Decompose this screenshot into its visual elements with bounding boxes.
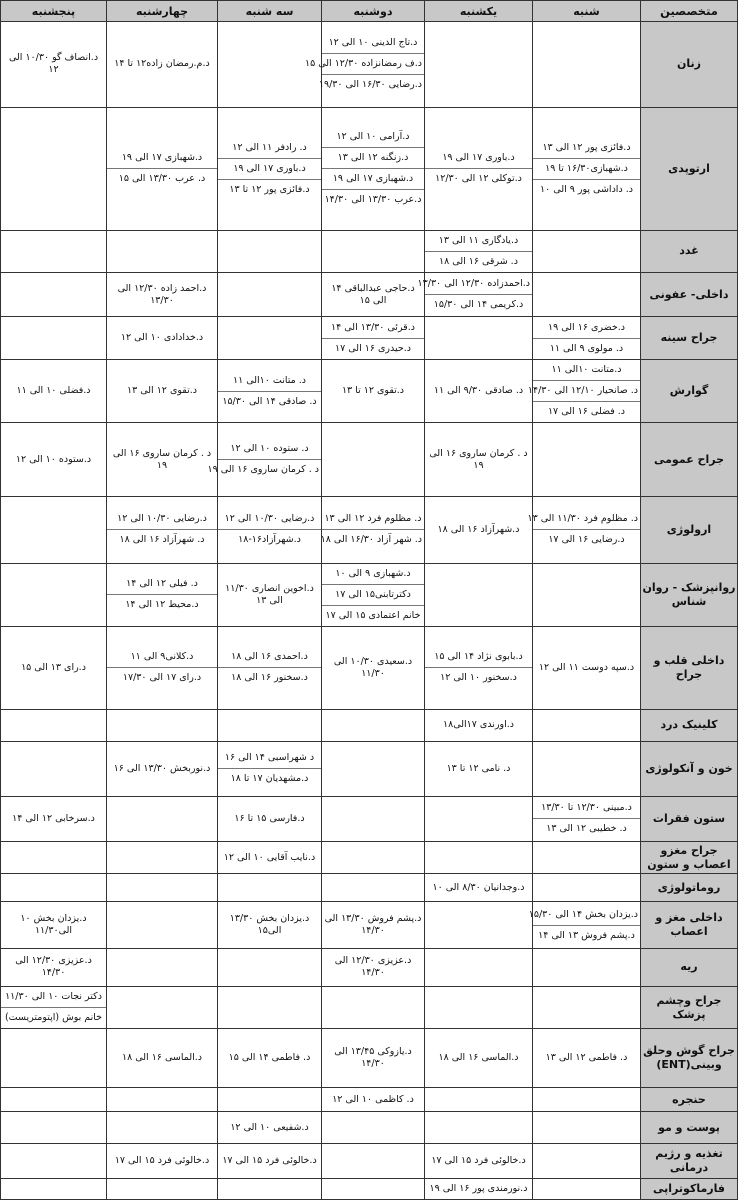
appointment-entry: د. عرب ۱۳/۳۰ الی ۱۵ — [107, 168, 217, 189]
cell-tuesday — [218, 1029, 322, 1087]
schedule-row — [1, 796, 738, 841]
cell-saturday — [533, 423, 641, 497]
appointment-entry: د.یازوکی ۱۳/۴۵ الی ۱۴/۳۰ — [334, 1046, 412, 1070]
specialty-label: زنان — [641, 22, 738, 108]
appointment-entry: د.خالوئی فرد ۱۵ الی ۱۷ — [431, 1155, 526, 1167]
cell-tuesday — [218, 1178, 322, 1199]
appointment-entry: د. مظلوم فرد ۱۱/۳۰ الی ۱۳ — [527, 513, 638, 525]
appointment-entry: د.رضایی ۱۶/۳۰ الی ۱۹/۳۰ — [322, 74, 424, 95]
header-specialists: متخصصین — [641, 1, 738, 22]
appointment-entry: د. مظلوم فرد ۱۲ الی ۱۳ — [324, 513, 422, 525]
appointment-entry: د.قرئی ۱۳/۳۰ الی ۱۴ — [331, 321, 415, 333]
header-wednesday: چهارشنبه — [107, 1, 218, 22]
appointment-entry: د. کاظمی ۱۰ الی ۱۲ — [332, 1093, 414, 1105]
specialty-label: جراح عمومی — [641, 423, 738, 497]
appointment-entry: د. مولوی ۹ الی ۱۱ — [533, 338, 640, 359]
cell-saturday — [533, 563, 641, 627]
cell-thursday — [1, 874, 107, 902]
appointment-entry: د.مشهدیان ۱۷ تا ۱۸ — [218, 768, 321, 789]
cell-wednesday — [107, 230, 218, 272]
appointment-entry: د.محیط ۱۲ الی ۱۴ — [107, 594, 217, 615]
specialty-label: داخلی- عفونی — [641, 273, 738, 317]
appointment-entry: د.حیدری ۱۶ الی ۱۷ — [322, 338, 424, 359]
appointment-entry: د.خالوئی فرد ۱۵ الی ۱۷ — [114, 1155, 210, 1167]
cell-sunday — [425, 22, 533, 108]
schedule-row — [1, 902, 738, 948]
appointment-entry: د.احمدزاده ۱۲/۳۰ الی ۱۳/۳۰ — [417, 278, 530, 290]
schedule-row — [1, 1087, 738, 1111]
cell-sunday — [425, 1178, 533, 1199]
cell-saturday — [533, 742, 641, 796]
appointment-entry: د.کلانی۹ الی ۱۱ — [130, 651, 194, 663]
appointment-entry: د. صادقی ۹/۳۰ الی ۱۱ — [433, 385, 524, 397]
appointment-entry: د.شفیعی ۱۰ الی ۱۲ — [230, 1121, 309, 1133]
appointment-entry: د.اخوین انصاری ۱۱/۳۰ الی ۱۳ — [225, 582, 314, 606]
cell-wednesday — [107, 874, 218, 902]
appointment-entry: د.متانت ۱۰الی ۱۱ — [551, 364, 622, 376]
schedule-row — [1, 359, 738, 423]
cell-wednesday — [107, 742, 218, 796]
appointment-entry: د.آرامی ۱۰ الی ۱۲ — [336, 131, 410, 143]
cell-tuesday — [218, 273, 322, 317]
schedule-row — [1, 1112, 738, 1144]
appointment-entry: د. متانت ۱۰الی ۱۱ — [232, 374, 307, 386]
appointment-entry: د.یزدان بخش ۱۴ الی ۱۵/۳۰ — [528, 908, 638, 920]
cell-wednesday — [107, 273, 218, 317]
appointment-entry: د.پشم فروش ۱۳/۳۰ الی ۱۴/۳۰ — [324, 913, 422, 937]
cell-sunday — [425, 902, 533, 948]
specialty-label: تغذیه و رژیم درمانی — [641, 1144, 738, 1178]
specialty-label: ارولوژی — [641, 497, 738, 564]
appointment-entry: د.نایب آقایی ۱۰ الی ۱۲ — [223, 851, 316, 863]
appointment-entry: د.سخنور ۱۶ الی ۱۸ — [218, 667, 321, 688]
cell-tuesday — [207, 423, 322, 497]
cell-thursday — [1, 563, 107, 627]
cell-saturday — [533, 317, 641, 359]
cell-saturday — [533, 273, 641, 317]
cell-monday — [322, 742, 425, 796]
cell-thursday — [1, 1087, 107, 1111]
cell-tuesday — [218, 627, 322, 710]
cell-monday — [322, 874, 425, 902]
cell-sunday — [425, 709, 533, 741]
cell-monday — [322, 987, 425, 1029]
cell-sunday — [425, 948, 533, 986]
appointment-entry: د. شهرآزاد ۱۶ الی ۱۸ — [107, 529, 217, 550]
appointment-entry: د.اورندی ۱۷الی۱۸ — [442, 719, 515, 731]
cell-monday — [322, 1144, 425, 1178]
cell-saturday — [533, 987, 641, 1029]
header-saturday: شنبه — [533, 1, 641, 22]
appointment-entry: د.الماسی ۱۶ الی ۱۸ — [121, 1052, 202, 1064]
cell-saturday — [533, 1178, 641, 1199]
schedule-row — [1, 841, 738, 873]
cell-monday — [322, 841, 425, 873]
cell-wednesday — [107, 563, 218, 627]
header-monday: دوشنبه — [322, 1, 425, 22]
appointment-entry: د. شهر آزاد ۱۶/۳۰ الی ۱۸ — [322, 529, 424, 550]
cell-thursday — [1, 796, 107, 841]
cell-monday — [322, 796, 425, 841]
cell-sunday — [425, 1029, 533, 1087]
appointment-entry: د.ف رمضانزاده ۱۲/۳۰ الی ۱۵ — [322, 53, 424, 74]
cell-tuesday — [218, 874, 322, 902]
cell-sunday — [425, 1112, 533, 1144]
cell-wednesday — [107, 1029, 218, 1087]
cell-saturday — [533, 627, 641, 710]
schedule-row — [1, 874, 738, 902]
cell-wednesday — [107, 627, 218, 710]
schedule-row — [1, 1178, 738, 1199]
schedule-row — [1, 317, 738, 359]
cell-tuesday — [218, 987, 322, 1029]
cell-tuesday — [218, 230, 322, 272]
specialty-label: کلینیک درد — [641, 709, 738, 741]
schedule-body — [1, 22, 738, 1200]
cell-saturday — [533, 1029, 641, 1087]
cell-monday — [304, 22, 425, 108]
cell-tuesday — [218, 1087, 322, 1111]
appointment-entry: د. ستوده ۱۰ الی ۱۲ — [230, 443, 309, 455]
appointment-entry: د.شهرآزاد ۱۶ الی ۱۸ — [437, 523, 520, 535]
cell-saturday — [533, 841, 641, 873]
appointment-entry: د.تقوی ۱۲ تا ۱۳ — [341, 385, 405, 397]
specialty-label: ستون فقرات — [641, 796, 738, 841]
appointment-entry: د.عزیزی ۱۲/۳۰ الی ۱۴/۳۰ — [334, 955, 412, 979]
cell-wednesday — [107, 359, 218, 423]
schedule-row — [1, 627, 738, 710]
cell-thursday — [1, 497, 107, 564]
cell-wednesday — [107, 1144, 218, 1178]
specialty-label: روماتولوژی — [641, 874, 738, 902]
cell-tuesday — [218, 1112, 322, 1144]
cell-saturday — [533, 22, 641, 108]
schedule-row — [1, 22, 738, 108]
cell-tuesday — [218, 902, 322, 948]
cell-thursday — [1, 317, 107, 359]
appointment-entry: د.مبینی ۱۲/۳۰ تا ۱۳/۳۰ — [541, 802, 632, 814]
appointment-entry: د. صادقی ۱۴ الی ۱۵/۳۰ — [218, 391, 321, 412]
specialty-label: ریه — [641, 948, 738, 986]
cell-monday — [322, 627, 425, 710]
cell-tuesday — [218, 841, 322, 873]
appointment-entry: د.شهرآزاد۱۶-۱۸ — [218, 529, 321, 550]
schedule-row — [1, 987, 738, 1029]
cell-wednesday — [107, 1112, 218, 1144]
cell-monday — [322, 230, 425, 272]
cell-saturday — [533, 709, 641, 741]
cell-monday — [322, 902, 425, 948]
appointment-entry: د.فائزی پور ۱۲ تا ۱۳ — [218, 179, 321, 200]
cell-saturday — [533, 1087, 641, 1111]
appointment-entry: دکترتابنی۱۵ الی ۱۷ — [322, 584, 424, 605]
appointment-entry: د.یزدان بخش ۱۳/۳۰ الی۱۵ — [229, 913, 310, 937]
schedule-row — [1, 273, 738, 317]
cell-wednesday — [107, 497, 218, 564]
cell-monday — [322, 1112, 425, 1144]
appointment-entry: دکتر نجات ۱۰ الی ۱۱/۳۰ — [5, 991, 102, 1003]
appointment-entry: د شهراسبی ۱۴ الی ۱۶ — [224, 752, 315, 764]
cell-saturday — [527, 497, 641, 564]
appointment-entry: د.عزیزی ۱۲/۳۰ الی ۱۴/۳۰ — [15, 955, 92, 979]
appointment-entry: د.رای ۱۷ الی ۱۷/۳۰ — [107, 667, 217, 688]
cell-tuesday — [218, 563, 322, 627]
cell-saturday — [533, 1112, 641, 1144]
appointment-entry: د. نامی ۱۲ تا ۱۳ — [446, 762, 511, 774]
cell-monday — [322, 1087, 425, 1111]
appointment-entry: د.خضری ۱۶ الی ۱۹ — [548, 321, 625, 333]
specialty-label: جراح وچشم پزشک — [641, 987, 738, 1029]
header-tuesday: سه شنبه — [218, 1, 322, 22]
appointment-entry: د.شهبازی ۱۷ الی ۱۹ — [322, 168, 424, 189]
cell-tuesday — [218, 948, 322, 986]
cell-thursday — [1, 423, 107, 497]
cell-saturday — [533, 874, 641, 902]
appointment-entry: د . کرمان ساروی ۱۶ الی ۱۹ — [112, 447, 212, 471]
appointment-entry: د. فاطمی ۱۲ الی ۱۳ — [545, 1052, 628, 1064]
specialty-label: غدد — [641, 230, 738, 272]
cell-monday — [322, 359, 425, 423]
cell-thursday — [1, 742, 107, 796]
cell-thursday — [1, 22, 107, 108]
appointment-entry: د. فاطمی ۱۴ الی ۱۵ — [228, 1052, 311, 1064]
header-thursday: پنجشنبه — [1, 1, 107, 22]
appointment-entry: د.یزدان بخش ۱۰ الی۱۱/۳۰ — [20, 913, 87, 937]
specialty-label: ارتوپدی — [641, 107, 738, 230]
appointment-entry: د.م.رمضان زاده۱۲ تا ۱۴ — [114, 58, 210, 70]
cell-sunday — [425, 841, 533, 873]
cell-wednesday — [107, 1178, 218, 1199]
cell-sunday — [425, 627, 533, 710]
specialty-label: پوست و مو — [641, 1112, 738, 1144]
appointment-entry: د. رادفر ۱۱ الی ۱۲ — [232, 141, 307, 153]
cell-sunday — [425, 107, 533, 230]
cell-thursday — [1, 948, 107, 986]
specialty-label: جراح سینه — [641, 317, 738, 359]
appointment-entry: د . کرمان ساروی ۱۶ الی ۱۹ — [218, 459, 321, 480]
cell-thursday — [1, 1029, 107, 1087]
appointment-entry: د. داداشی پور ۹ الی ۱۰ — [533, 179, 640, 200]
appointment-entry: خانم اعتمادی ۱۵ الی ۱۷ — [322, 605, 424, 626]
cell-wednesday — [107, 948, 218, 986]
cell-thursday — [1, 709, 107, 741]
cell-saturday — [533, 948, 641, 986]
cell-thursday — [1, 1112, 107, 1144]
cell-monday — [322, 273, 425, 317]
appointment-entry: د.احمد زاده ۱۲/۳۰ الی ۱۳/۳۰ — [117, 282, 207, 306]
schedule-row — [1, 423, 738, 497]
cell-sunday — [425, 497, 533, 564]
cell-sunday — [425, 796, 533, 841]
appointment-entry: د.فارسی ۱۵ تا ۱۶ — [234, 812, 305, 824]
cell-wednesday — [107, 796, 218, 841]
appointment-entry: د.حاجی عبدالباقی ۱۴ الی ۱۵ — [331, 282, 415, 306]
cell-thursday — [1, 902, 107, 948]
cell-tuesday — [218, 709, 322, 741]
appointment-entry: د.خدادادی ۱۰ الی ۱۲ — [120, 332, 204, 344]
appointment-entry: د.وجدانیان ۸/۳۰ الی ۱۰ — [432, 881, 525, 893]
cell-thursday — [1, 1144, 107, 1178]
specialty-label: روانپزشک - روان شناس — [641, 563, 738, 627]
appointment-entry: د.رضایی ۱۰/۳۰ الی ۱۲ — [117, 513, 207, 525]
appointment-entry: د.سرخابی ۱۲ الی ۱۴ — [12, 812, 95, 824]
specialty-label: خون و آنکولوژی — [641, 742, 738, 796]
specialty-label: فارماکوتراپی — [641, 1178, 738, 1199]
appointment-entry: د.تاج الدینی ۱۰ الی ۱۲ — [328, 37, 418, 49]
appointment-entry: د.توکلی ۱۲ الی ۱۲/۳۰ — [425, 168, 532, 189]
schedule-row — [1, 742, 738, 796]
cell-sunday — [425, 230, 533, 272]
cell-wednesday — [107, 987, 218, 1029]
schedule-row — [1, 107, 738, 230]
cell-monday — [322, 1178, 425, 1199]
cell-sunday — [417, 273, 533, 317]
appointment-entry: د.یادگاری ۱۱ الی ۱۳ — [438, 234, 519, 246]
appointment-entry: د.الماسی ۱۶ الی ۱۸ — [438, 1052, 519, 1064]
appointment-entry: د.نورمندی پور ۱۶ الی ۱۹ — [429, 1182, 528, 1194]
appointment-entry: د.نوربخش ۱۳/۳۰ الی ۱۶ — [113, 762, 211, 774]
cell-wednesday — [107, 841, 218, 873]
cell-tuesday — [218, 497, 322, 564]
cell-thursday — [1, 841, 107, 873]
appointment-entry: د.کریمی ۱۴ الی ۱۵/۳۰ — [425, 294, 532, 315]
cell-thursday — [1, 359, 107, 423]
schedule-row — [1, 1144, 738, 1178]
appointment-entry: د. فضلی ۱۶ الی ۱۷ — [533, 401, 640, 422]
appointment-entry: د.شهبازی ۹ الی ۱۰ — [335, 567, 411, 579]
cell-sunday — [425, 1144, 533, 1178]
cell-sunday — [425, 874, 533, 902]
appointment-entry: د. فیلی ۱۲ الی ۱۴ — [126, 578, 198, 590]
appointment-entry: د.شهبازی ۱۷ الی ۱۹ — [121, 152, 203, 164]
appointment-entry: د.خالوئی فرد ۱۵ الی ۱۷ — [222, 1155, 317, 1167]
appointment-entry: د. صانحیار ۱۲/۱۰ الی ۱۴/۳۰ — [533, 380, 640, 401]
schedule-row — [1, 230, 738, 272]
cell-wednesday — [107, 317, 218, 359]
cell-tuesday — [218, 107, 322, 230]
cell-wednesday — [107, 22, 218, 108]
specialty-label: داخلی مغز و اعصاب — [641, 902, 738, 948]
cell-thursday — [1, 107, 107, 230]
cell-monday — [322, 497, 425, 564]
specialty-label: گوارش — [641, 359, 738, 423]
appointment-entry: د.فائزی پور ۱۲ الی ۱۳ — [542, 141, 631, 153]
schedule-row — [1, 948, 738, 986]
cell-monday — [322, 317, 425, 359]
appointment-entry: د.فضلی ۱۰ الی ۱۱ — [16, 385, 91, 397]
appointment-entry: د.رضایی ۱۶ الی ۱۷ — [533, 529, 640, 550]
cell-saturday — [533, 230, 641, 272]
appointment-entry: د.انصاف گو ۱۰/۳۰ الی ۱۲ — [8, 52, 99, 76]
cell-monday — [322, 1029, 425, 1087]
cell-tuesday — [218, 742, 322, 796]
cell-sunday — [425, 1087, 533, 1111]
cell-monday — [322, 563, 425, 627]
appointment-entry: د. خطیبی ۱۲ الی ۱۳ — [533, 818, 640, 839]
cell-sunday — [425, 742, 533, 796]
appointment-entry: د.سخنور ۱۰ الی ۱۲ — [425, 667, 532, 688]
specialty-label: داخلی قلب و جراح — [641, 627, 738, 710]
appointment-entry: د.سعیدی ۱۰/۳۰ الی ۱۱/۳۰ — [333, 655, 413, 679]
cell-sunday — [425, 423, 533, 497]
cell-wednesday — [107, 902, 218, 948]
cell-wednesday — [107, 107, 218, 230]
schedule-row — [1, 563, 738, 627]
schedule-row — [1, 1029, 738, 1087]
appointment-entry: د . کرمان ساروی ۱۶ الی ۱۹ — [429, 447, 528, 471]
schedule-row — [1, 497, 738, 564]
appointment-entry: د.عرب ۱۳/۳۰ الی ۱۴/۳۰ — [322, 189, 424, 210]
cell-wednesday — [107, 709, 218, 741]
appointment-entry: خانم بوش (اپتومتریست) — [1, 1007, 106, 1028]
cell-saturday — [533, 107, 641, 230]
cell-sunday — [425, 563, 533, 627]
specialty-label: جراح مغزو اعصاب و ستون — [641, 841, 738, 873]
cell-monday — [322, 107, 425, 230]
cell-tuesday — [218, 796, 322, 841]
cell-wednesday — [107, 423, 218, 497]
cell-saturday — [528, 902, 641, 948]
cell-tuesday — [218, 1144, 322, 1178]
cell-thursday — [1, 273, 107, 317]
appointment-entry: د.تقوی ۱۲ الی ۱۳ — [126, 385, 197, 397]
appointment-entry: د.سپه دوست ۱۱ الی ۱۲ — [538, 661, 635, 673]
appointment-entry: د.رای ۱۳ الی ۱۵ — [21, 661, 86, 673]
header-sunday: یکشنبه — [425, 1, 533, 22]
appointment-entry: د.بابوی نژاد ۱۴ الی ۱۵ — [434, 651, 523, 663]
cell-saturday — [533, 1144, 641, 1178]
appointment-entry: د.شهبازی۱۶/۳۰ تا ۱۹ — [533, 158, 640, 179]
schedule-row — [1, 709, 738, 741]
cell-saturday — [527, 359, 641, 423]
appointment-entry: د.احمدی ۱۶ الی ۱۸ — [231, 651, 308, 663]
cell-sunday — [425, 317, 533, 359]
appointment-entry: د.باوری ۱۷ الی ۱۹ — [442, 152, 515, 164]
cell-thursday — [1, 627, 107, 710]
appointment-entry: د.باوری ۱۷ الی ۱۹ — [218, 158, 321, 179]
cell-monday — [322, 709, 425, 741]
appointment-entry: د.رضایی ۱۰/۳۰ الی ۱۲ — [224, 513, 315, 525]
header-row — [1, 1, 738, 22]
cell-tuesday — [218, 317, 322, 359]
cell-saturday — [533, 796, 641, 841]
cell-tuesday — [218, 359, 322, 423]
cell-thursday — [1, 1178, 107, 1199]
appointment-entry: د.زنگنه ۱۲ الی ۱۳ — [322, 147, 424, 168]
cell-monday — [322, 423, 425, 497]
cell-sunday — [425, 359, 533, 423]
cell-thursday — [1, 230, 107, 272]
appointment-entry: د.پشم فروش ۱۳ الی ۱۴ — [533, 925, 640, 946]
appointment-entry: د. شرقی ۱۶ الی ۱۸ — [425, 251, 532, 272]
specialty-label: جراح گوش وحلق وبینی(ENT) — [641, 1029, 738, 1087]
appointment-entry: د.ستوده ۱۰ الی ۱۲ — [15, 453, 92, 465]
specialty-label: حنجره — [641, 1087, 738, 1111]
cell-wednesday — [107, 1087, 218, 1111]
cell-thursday — [1, 987, 107, 1029]
cell-sunday — [425, 987, 533, 1029]
cell-monday — [322, 948, 425, 986]
